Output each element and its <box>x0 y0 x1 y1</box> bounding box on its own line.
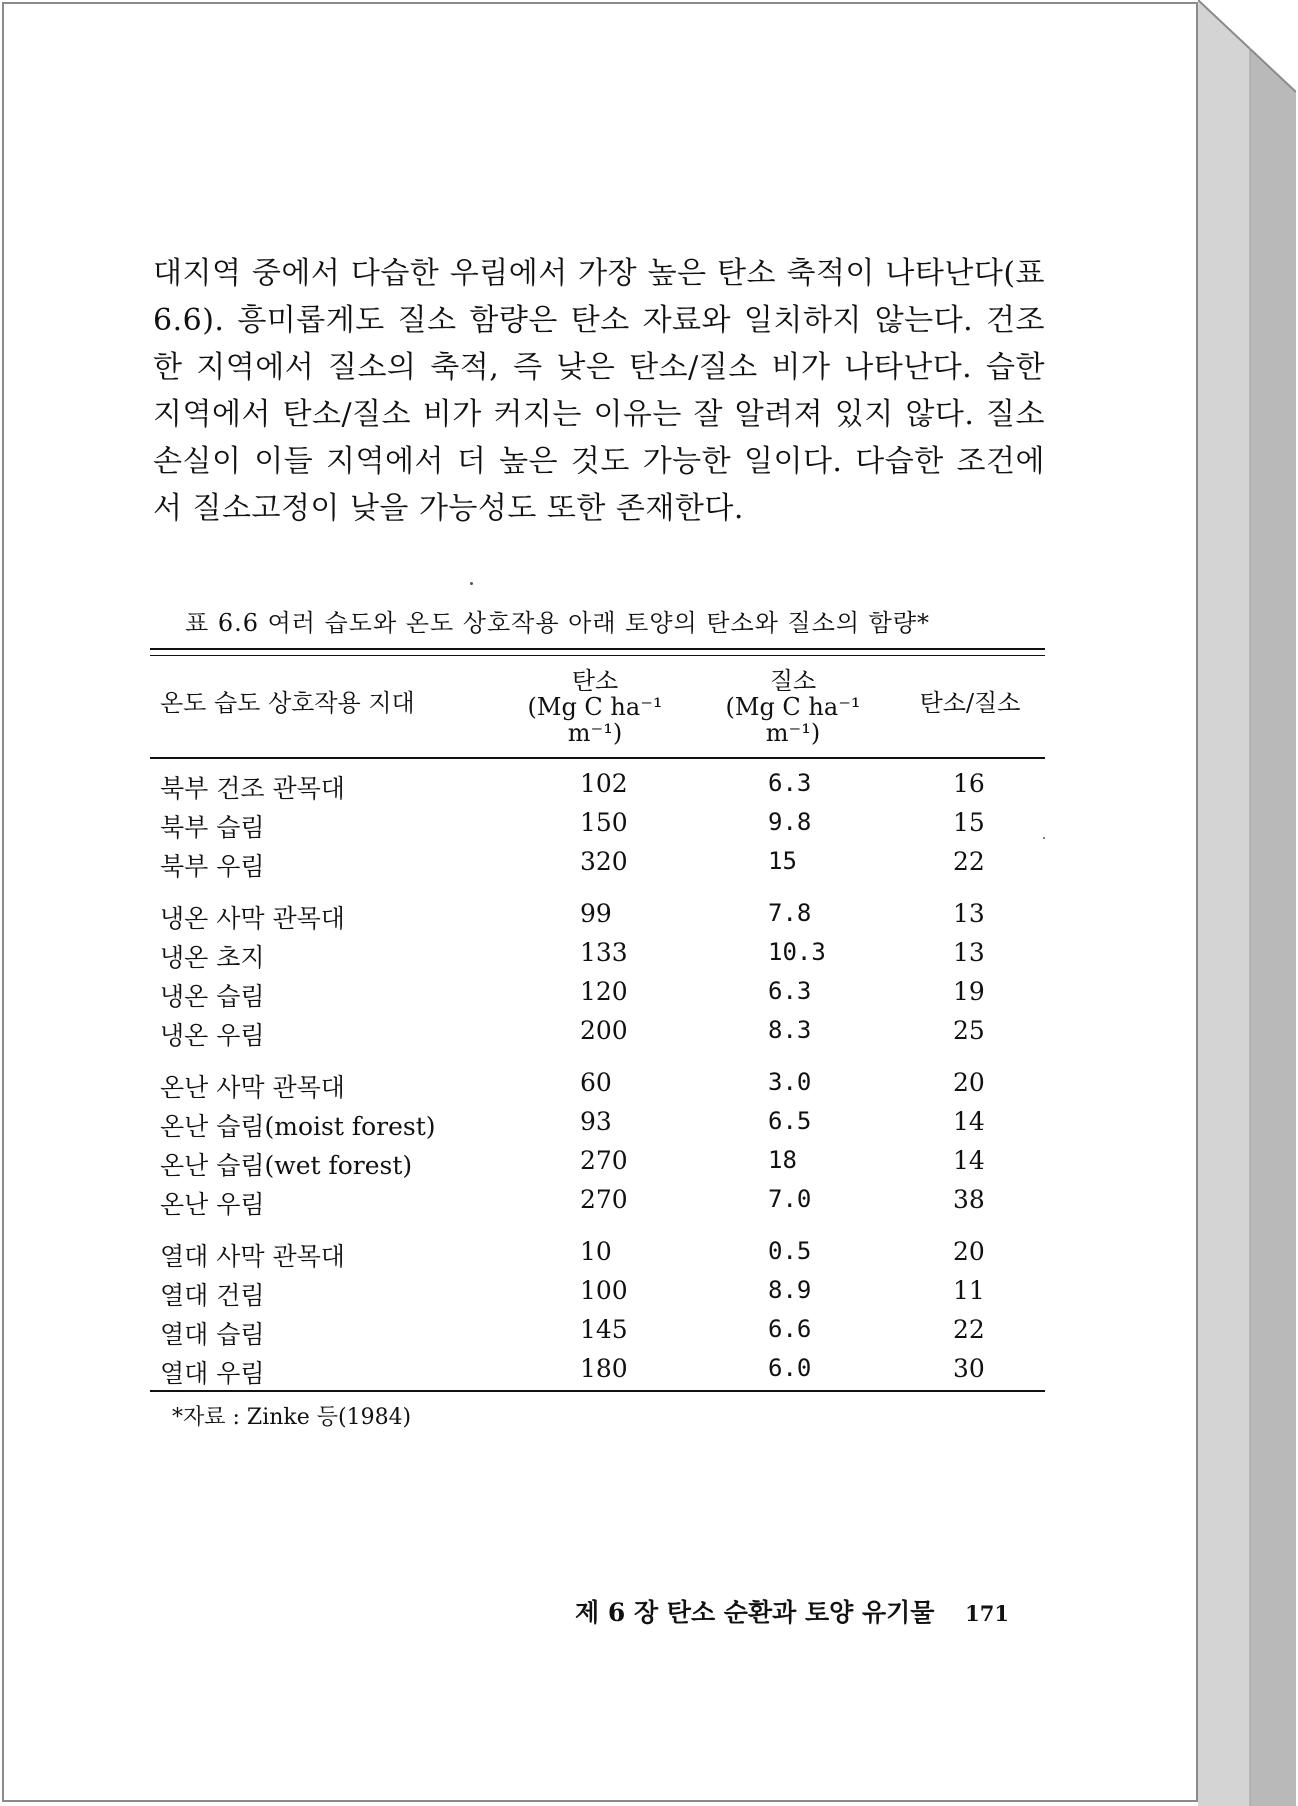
cell-ratio: 14 <box>953 1146 985 1175</box>
cell-nitrogen: 8.9 <box>768 1276 812 1304</box>
body-paragraph: 대지역 중에서 다습한 우림에서 가장 높은 탄소 축적이 나타난다(표 6.6). 흥미롭게도 질소 함량은 탄소 자료와 일치하지 않는다. 건조한 지역에서 질소의 축적, 즉 낮은 탄소/질소 비가 나타난다. 습한 지역에서 탄소/질소 비가 커지는 이유는 잘 알려져 있지 않다. 질소 손실이 이들 지역에서 더 높은 것도 가능한 일이다. 다습한 조건에서 질소고정이 낮을 가능성도 또한 존재한다. <box>153 256 1045 526</box>
cell-nitrogen: 10.3 <box>768 938 826 966</box>
cell-carbon: 93 <box>580 1107 612 1136</box>
cell-zone: 냉온 습림 <box>160 982 265 1011</box>
cell-ratio: 22 <box>953 1315 985 1344</box>
table-row-group <box>0 1232 1200 1388</box>
table-caption: 표 6.6 여러 습도와 온도 상호작용 아래 토양의 탄소와 질소의 함량* <box>185 609 931 637</box>
cell-nitrogen: 9.8 <box>768 808 812 836</box>
nitrogen-header-line3: m⁻¹) <box>765 719 821 747</box>
cell-zone: 온난 우림 <box>160 1190 265 1219</box>
column-header-nitrogen <box>718 668 868 746</box>
cell-carbon: 180 <box>580 1354 628 1383</box>
cell-ratio: 25 <box>953 1016 985 1045</box>
table-row <box>0 1063 1200 1102</box>
table-row <box>0 894 1200 933</box>
scan-speck <box>470 582 473 585</box>
cell-zone: 냉온 우림 <box>160 1021 265 1050</box>
cell-zone: 냉온 초지 <box>160 943 265 972</box>
book-spine <box>1198 0 1296 1806</box>
nitrogen-header-line1: 질소 <box>769 667 817 695</box>
cell-carbon: 270 <box>580 1185 628 1214</box>
column-header-ratio: 탄소/질소 <box>919 689 1021 717</box>
table-row <box>0 1310 1200 1349</box>
cell-nitrogen: 6.3 <box>768 977 812 1005</box>
cell-carbon: 150 <box>580 808 628 837</box>
nitrogen-header-line2: (Mg C ha⁻¹ <box>725 693 861 721</box>
table-footnote: *자료 : Zinke 등(1984) <box>172 1405 412 1430</box>
cell-ratio: 14 <box>953 1107 985 1136</box>
cell-nitrogen: 18 <box>768 1146 797 1174</box>
table-row <box>0 1180 1200 1219</box>
cell-zone: 열대 습림 <box>160 1320 265 1349</box>
table-row <box>0 1011 1200 1050</box>
cell-zone: 열대 사막 관목대 <box>160 1242 345 1271</box>
cell-ratio: 19 <box>953 977 985 1006</box>
cell-zone: 북부 습림 <box>160 813 265 842</box>
table-row-group <box>0 764 1200 881</box>
cell-zone: 온난 습림(wet forest) <box>160 1151 413 1180</box>
table-row-group <box>0 1063 1200 1219</box>
table-bottom-rule <box>150 1390 1045 1392</box>
page-number: 171 <box>965 1601 1009 1626</box>
cell-nitrogen: 7.0 <box>768 1185 812 1213</box>
cell-zone: 북부 우림 <box>160 852 265 881</box>
cell-nitrogen: 6.0 <box>768 1354 812 1382</box>
table-row <box>0 764 1200 803</box>
cell-nitrogen: 6.3 <box>768 769 812 797</box>
cell-carbon: 320 <box>580 847 628 876</box>
cell-carbon: 145 <box>580 1315 628 1344</box>
cell-nitrogen: 0.5 <box>768 1237 812 1265</box>
table-row <box>0 803 1200 842</box>
cell-carbon: 10 <box>580 1237 612 1266</box>
cell-carbon: 270 <box>580 1146 628 1175</box>
table-row-group <box>0 894 1200 1050</box>
cell-ratio: 22 <box>953 847 985 876</box>
cell-ratio: 30 <box>953 1354 985 1383</box>
cell-nitrogen: 7.8 <box>768 899 812 927</box>
cell-carbon: 100 <box>580 1276 628 1305</box>
cell-carbon: 60 <box>580 1068 612 1097</box>
cell-zone: 온난 습림(moist forest) <box>160 1112 436 1141</box>
cell-nitrogen: 3.0 <box>768 1068 812 1096</box>
carbon-header-line2: (Mg C ha⁻¹ <box>527 693 663 721</box>
cell-ratio: 13 <box>953 938 985 967</box>
table-row <box>0 842 1200 881</box>
scan-speck <box>1043 837 1045 839</box>
cell-carbon: 99 <box>580 899 612 928</box>
cell-zone: 온난 사막 관목대 <box>160 1073 345 1102</box>
cell-ratio: 38 <box>953 1185 985 1214</box>
cell-zone: 냉온 사막 관목대 <box>160 904 345 933</box>
carbon-header-line3: m⁻¹) <box>567 719 623 747</box>
table-top-rule <box>150 648 1045 650</box>
column-header-zone: 온도 습도 상호작용 지대 <box>160 689 415 717</box>
cell-nitrogen: 8.3 <box>768 1016 812 1044</box>
cell-carbon: 102 <box>580 769 628 798</box>
cell-zone: 열대 우림 <box>160 1359 265 1388</box>
cell-nitrogen: 15 <box>768 847 797 875</box>
carbon-header-line1: 탄소 <box>571 667 619 695</box>
table-row <box>0 1349 1200 1388</box>
table-row <box>0 972 1200 1011</box>
table-row <box>0 1102 1200 1141</box>
table-header-rule <box>150 757 1045 759</box>
table-row <box>0 1141 1200 1180</box>
cell-carbon: 120 <box>580 977 628 1006</box>
cell-zone: 북부 건조 관목대 <box>160 774 345 803</box>
table-top-rule-inner <box>150 655 1045 656</box>
table-row <box>0 1232 1200 1271</box>
table-row <box>0 933 1200 972</box>
cell-ratio: 15 <box>953 808 985 837</box>
cell-nitrogen: 6.6 <box>768 1315 812 1343</box>
cell-ratio: 20 <box>953 1237 985 1266</box>
cell-ratio: 11 <box>953 1276 985 1305</box>
cell-ratio: 20 <box>953 1068 985 1097</box>
page-footer <box>575 1593 1009 1629</box>
table-body <box>0 764 1200 1401</box>
column-header-carbon <box>520 668 670 746</box>
chapter-title: 제 6 장 탄소 순환과 토양 유기물 <box>575 1598 935 1627</box>
cell-carbon: 200 <box>580 1016 628 1045</box>
cell-carbon: 133 <box>580 938 628 967</box>
cell-zone: 열대 건림 <box>160 1281 265 1310</box>
cell-ratio: 13 <box>953 899 985 928</box>
table-row <box>0 1271 1200 1310</box>
cell-ratio: 16 <box>953 769 985 798</box>
cell-nitrogen: 6.5 <box>768 1107 812 1135</box>
